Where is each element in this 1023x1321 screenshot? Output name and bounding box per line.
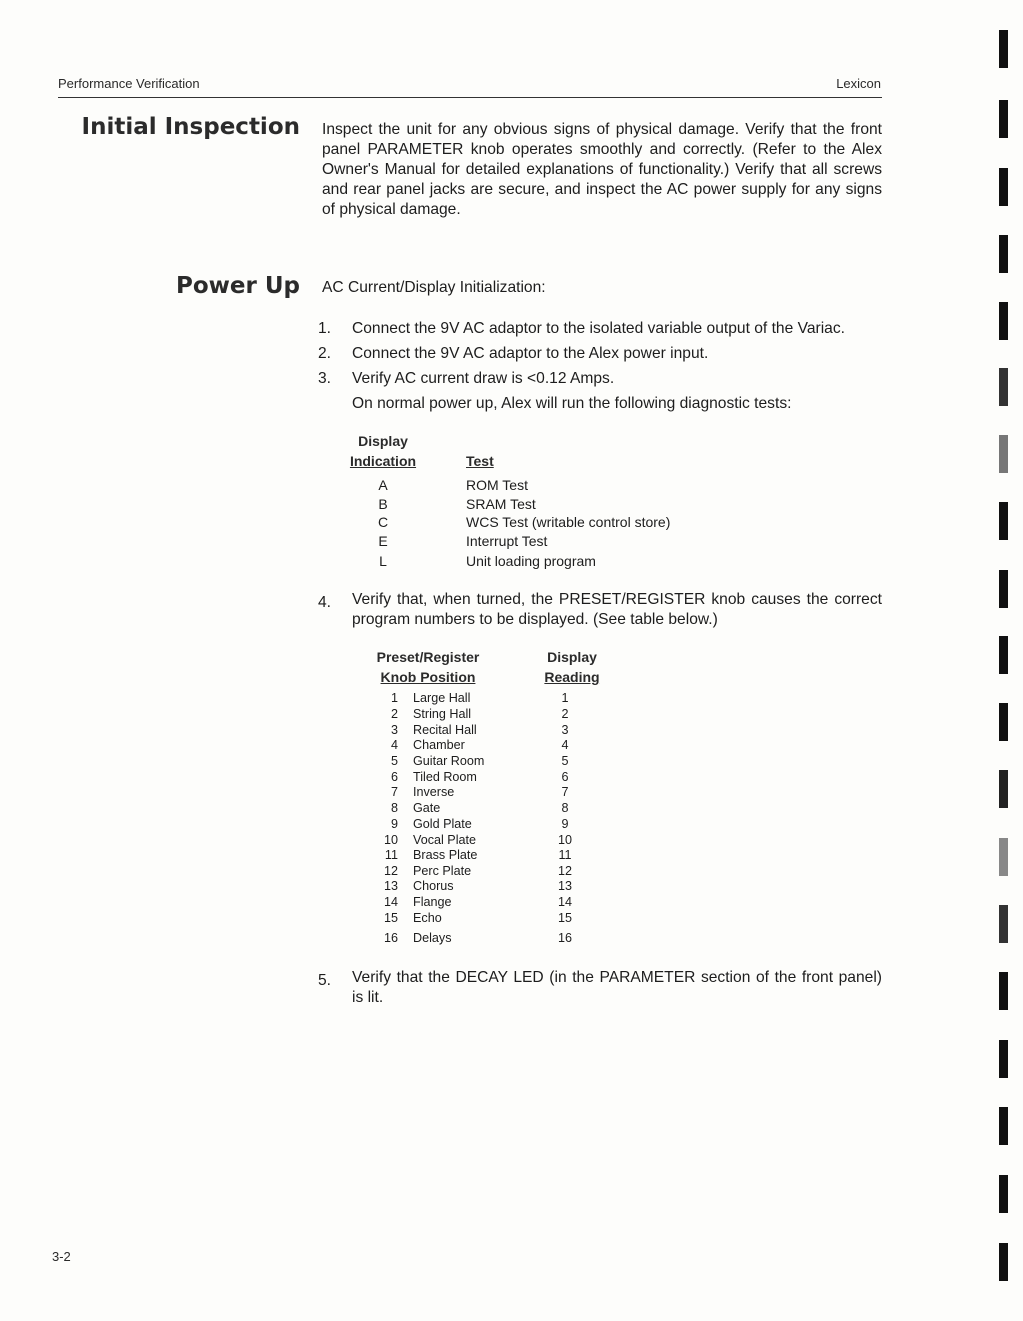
table-row <box>370 769 630 785</box>
step-text: Connect the 9V AC adaptor to the isolated variable output of the Variac. <box>352 320 845 337</box>
edge-mark <box>999 1243 1008 1281</box>
table-row <box>370 737 630 753</box>
knob-position: 11 <box>384 848 398 862</box>
table-row <box>370 722 630 738</box>
program-name: Vocal Plate <box>413 833 477 847</box>
display-reading: 6 <box>561 770 569 784</box>
program-name: Brass Plate <box>413 848 478 862</box>
edge-mark <box>999 770 1008 808</box>
display-reading: 14 <box>557 895 572 909</box>
test-name: ROM Test <box>466 477 528 493</box>
step-text: Verify that the DECAY LED (in the PARAMETER section of the front panel) is lit. <box>352 969 882 1006</box>
display-reading: 8 <box>561 801 569 815</box>
edge-mark <box>999 1107 1008 1145</box>
display-reading: 9 <box>561 817 569 831</box>
table-row <box>370 816 630 832</box>
program-name: Chorus <box>413 879 454 893</box>
edge-mark <box>999 838 1008 876</box>
display-code: E <box>378 533 388 549</box>
display-reading: 15 <box>557 911 572 925</box>
table-row <box>370 784 630 800</box>
program-name: Recital Hall <box>413 723 477 737</box>
step-text: Verify AC current draw is <0.12 Amps. <box>352 370 615 387</box>
program-name: Delays <box>413 931 452 945</box>
step-number: 4. <box>318 594 332 611</box>
program-name: Tiled Room <box>413 770 477 784</box>
program-name: Gate <box>413 801 441 815</box>
test-name: WCS Test (writable control store) <box>466 514 671 530</box>
knob-position: 8 <box>390 801 398 815</box>
table-row <box>370 753 630 769</box>
display-reading: 3 <box>561 723 569 737</box>
diag-header-display: Display <box>358 433 408 449</box>
diag-header-indication: Indication <box>349 453 417 469</box>
edge-mark <box>999 636 1008 674</box>
test-name: Unit loading program <box>466 553 596 569</box>
step-number: 2. <box>318 345 332 362</box>
knob-position: 1 <box>390 691 398 705</box>
edge-mark <box>999 972 1008 1010</box>
list-item <box>318 316 882 341</box>
knob-position: 7 <box>390 785 398 799</box>
table-row <box>370 863 630 879</box>
display-reading: 10 <box>557 833 572 847</box>
list-item <box>318 391 882 416</box>
display-reading: 2 <box>561 707 569 721</box>
program-name: Large Hall <box>413 691 471 705</box>
display-reading: 12 <box>557 864 572 878</box>
step-text: Verify that, when turned, the PRESET/REGISTER knob causes the correct program numbers to be displayed. (See table below.) <box>352 591 882 628</box>
edge-mark <box>999 502 1008 540</box>
power-up-intro: AC Current/Display Initialization: <box>322 279 546 296</box>
step-number: 5. <box>318 972 332 989</box>
display-reading: 1 <box>561 691 569 705</box>
step-4 <box>318 590 882 630</box>
edge-mark <box>999 235 1008 273</box>
table-row <box>370 800 630 816</box>
table-row <box>370 930 630 946</box>
knob-header-preset-register: Preset/Register <box>376 649 480 665</box>
page-number: 3-2 <box>52 1249 71 1264</box>
knob-position: 14 <box>383 895 398 909</box>
program-name: Perc Plate <box>413 864 472 878</box>
running-header-right: Lexicon <box>836 76 881 91</box>
program-name: Inverse <box>413 785 455 799</box>
display-reading: 5 <box>561 754 569 768</box>
display-reading: 11 <box>558 848 572 862</box>
table-row <box>370 878 630 894</box>
edge-mark <box>999 1040 1008 1078</box>
knob-position: 3 <box>390 723 398 737</box>
knob-header-display: Display <box>547 649 597 665</box>
list-item <box>318 366 882 391</box>
step-number: 3. <box>318 370 332 387</box>
step-5 <box>318 968 882 1008</box>
section-title-initial-inspection: Initial Inspection <box>81 114 300 140</box>
table-row <box>370 847 630 863</box>
table-row <box>370 690 630 706</box>
edge-mark <box>999 368 1008 406</box>
program-name: Flange <box>413 895 452 909</box>
display-code: A <box>378 477 388 493</box>
knob-header-reading: Reading <box>544 669 600 685</box>
display-code: C <box>377 514 389 530</box>
power-up-steps <box>318 316 882 416</box>
display-reading: 4 <box>561 738 569 752</box>
display-code: B <box>378 496 388 512</box>
diag-header-test: Test <box>466 453 494 469</box>
section-title-power-up: Power Up <box>176 273 300 299</box>
edge-mark <box>999 703 1008 741</box>
step-number: 1. <box>318 320 332 337</box>
knob-position: 10 <box>383 833 398 847</box>
diagnostic-note: On normal power up, Alex will run the following diagnostic tests: <box>352 395 792 412</box>
step-text: Connect the 9V AC adaptor to the Alex power input. <box>352 345 709 362</box>
program-name: Guitar Room <box>413 754 485 768</box>
header-rule <box>58 97 882 98</box>
edge-mark <box>999 302 1008 340</box>
edge-mark <box>999 1175 1008 1213</box>
table-row <box>370 910 630 926</box>
knob-position: 13 <box>383 879 398 893</box>
edge-mark <box>999 435 1008 473</box>
program-name: Gold Plate <box>413 817 472 831</box>
display-code: L <box>379 553 387 569</box>
test-name: Interrupt Test <box>466 533 548 549</box>
display-reading: 13 <box>557 879 572 893</box>
knob-position: 16 <box>383 931 398 945</box>
running-header-left: Performance Verification <box>58 76 200 91</box>
table-row <box>370 706 630 722</box>
display-reading: 16 <box>557 931 572 945</box>
knob-position: 9 <box>390 817 398 831</box>
knob-position: 4 <box>390 738 398 752</box>
knob-header-knob-position: Knob Position <box>380 669 476 685</box>
table-row <box>370 832 630 848</box>
edge-mark <box>999 570 1008 608</box>
edge-mark <box>999 168 1008 206</box>
display-reading: 7 <box>561 785 569 799</box>
knob-position: 15 <box>383 911 398 925</box>
knob-position: 6 <box>390 770 398 784</box>
knob-position: 2 <box>390 707 398 721</box>
edge-mark <box>999 30 1008 68</box>
program-name: String Hall <box>413 707 472 721</box>
knob-position: 5 <box>390 754 398 768</box>
knob-position: 12 <box>383 864 398 878</box>
test-name: SRAM Test <box>466 496 536 512</box>
list-item <box>318 341 882 366</box>
table-row <box>370 894 630 910</box>
program-name: Echo <box>413 911 442 925</box>
edge-mark <box>999 100 1008 138</box>
initial-inspection-body: Inspect the unit for any obvious signs of physical damage. Verify that the front panel PARAMETER knob operates smoothly and correctly. (Refer to the Alex Owner's Manual for detailed explanations of functionality.) Verify that all screws and rear panel jacks are secure, and inspect the AC power supply for any signs of physical damage. <box>322 121 882 218</box>
program-name: Chamber <box>413 738 465 752</box>
edge-mark <box>999 905 1008 943</box>
